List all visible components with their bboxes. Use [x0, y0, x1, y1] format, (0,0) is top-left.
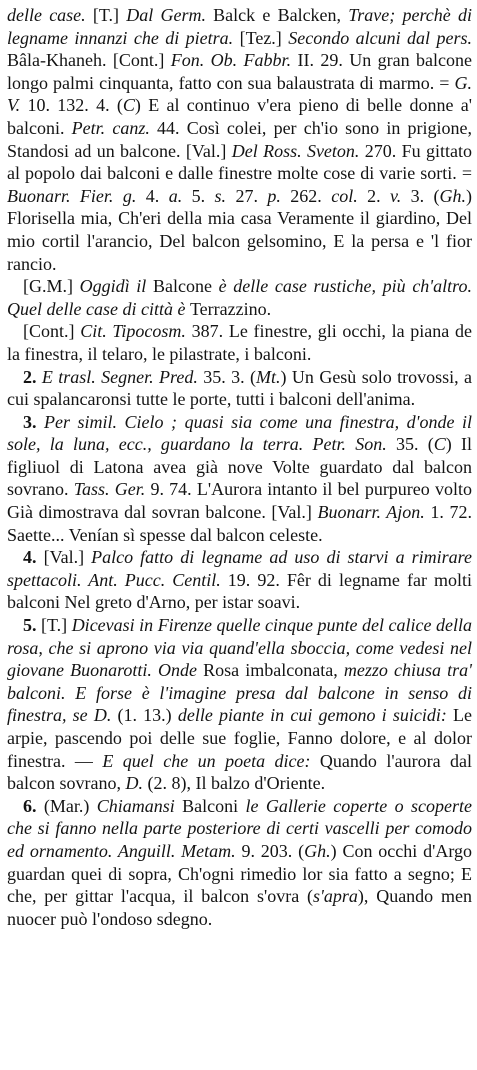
italic-text: Chiamansi	[96, 795, 183, 816]
text-run: 2.	[367, 185, 391, 206]
text-run: (Mar.)	[43, 795, 97, 816]
italic-text: D.	[125, 773, 143, 794]
entry-paragraph-gm-note	[7, 275, 472, 320]
italic-text: Buonarr. Fier. g.	[7, 185, 146, 206]
entry-paragraph-cont-citation	[7, 320, 472, 365]
text-run: ) Il figliuol di Latona avea già nove Volte guardato dal balcon sovrano.	[7, 434, 472, 500]
italic-text: Petr. canz.	[71, 117, 158, 138]
italic-text: Cit. Tipocosm.	[80, 321, 192, 342]
sense-number: 5.	[23, 615, 42, 636]
entry-sense-3	[7, 411, 472, 547]
italic-text: E trasl. Segner. Pred.	[41, 366, 204, 387]
text-run: [G.M.]	[23, 276, 80, 297]
italic-text: Buonarr. Ajon.	[317, 502, 431, 523]
entry-sense-5	[7, 614, 472, 795]
text-run: 10. 132. 4. (	[27, 95, 123, 116]
italic-text: Trave; perchè di legname innanzi che di pietra.	[7, 5, 472, 48]
text-run: [Tez.]	[239, 27, 289, 48]
italic-text: s'apra	[313, 886, 358, 907]
text-run: (2. 8), Il balzo d'Oriente.	[142, 773, 326, 794]
italic-text: Dal Germ.	[126, 5, 214, 25]
text-run: Balck e Balcken,	[213, 5, 349, 25]
italic-text: col.	[331, 185, 368, 206]
text-run: 35. 3. (	[203, 366, 257, 387]
italic-text: Oggidì il	[79, 276, 153, 297]
text-run: II. 29. Un gran balcone longo palmi cinquanta, fatto con sua balaustrata di marmo. =	[7, 50, 473, 93]
italic-text: Per simil. Cielo ; quasi sia come una finestra, d'onde il sole, la luna, ecc., guardano la terra. Petr. Son.	[7, 411, 472, 455]
entry-sense-4	[7, 546, 472, 614]
text-run: ) Un Gesù solo trovossi, a cui spalancaronsi tutte le porte, tutti i balconi dell'anima.	[7, 366, 472, 410]
text-run: 387. Le finestre, gli occhi, la piana de la finestra, il telaro, le pilastrate, i balconi.	[7, 321, 472, 364]
text-run: 9. 203. (	[241, 840, 305, 861]
text-run: 5.	[191, 185, 215, 206]
text-run: 3. (	[410, 185, 440, 206]
text-run: Balcone	[152, 276, 219, 297]
italic-text: Dicevasi in Firenze quelle cinque punte del calice della rosa, che si aprono via via quand'ella sboccia, come vedesi nel giovane Buonarotti. Onde	[7, 615, 472, 681]
italic-text: Fon. Ob. Fabbr.	[170, 50, 298, 71]
text-run: 270. Fu gittato al popolo dai balconi e dalle finestre molte cose di varie sorti. =	[7, 140, 472, 184]
italic-text: Secondo alcuni dal pers.	[288, 27, 472, 48]
text-run: 27.	[235, 185, 268, 206]
text-run: ) E al continuo v'era pieno di belle donne a' balconi.	[7, 95, 472, 138]
italic-text: delle piante in cui gemono i suicidi:	[177, 705, 454, 726]
sense-number: 4.	[23, 547, 44, 568]
entry-paragraph-intro	[7, 4, 472, 275]
italic-text: mezzo chiusa tra' balconi. E forse è l'imagine presa dal balcone in senso di finestra, se D.	[7, 660, 472, 726]
entry-sense-6	[7, 795, 472, 931]
text-run: Le arpie, pascendo poi delle sue foglie, Fanno dolore, e al dolor finestra. —	[7, 705, 472, 771]
italic-text: E quel che un poeta dice:	[102, 750, 320, 771]
text-run: [Cont.]	[23, 321, 81, 342]
text-run: 44. Così colei, per ch'io sono in prigione, Standosi ad un balcone. [Val.]	[7, 117, 473, 161]
italic-text: p.	[267, 185, 291, 206]
text-run: ) Con occhi d'Argo guardan quei di sopra, Ch'ogni rimedio lor sia fatto a segno; E che, per gittar l'acqua, il balcon s'ovra (	[7, 840, 473, 907]
italic-text: s.	[214, 185, 236, 206]
italic-text: le Gallerie coperte o scoperte che si fanno nella parte posteriore di certi vascelli per comodo ed ornamento. Anguill. Metam.	[7, 795, 473, 861]
italic-text: è delle case rustiche, più ch'altro. Quel delle case di città è	[7, 276, 472, 319]
text-run: [T.]	[92, 5, 127, 25]
sense-number: 6.	[23, 795, 44, 816]
italic-text: Gh.	[304, 840, 331, 861]
italic-text: delle case.	[7, 5, 93, 25]
italic-text: Mt.	[256, 366, 281, 387]
entry-sense-2	[7, 366, 472, 411]
text-run: 35. (	[395, 434, 434, 455]
text-run: 4.	[145, 185, 169, 206]
text-run: (1. 13.)	[117, 705, 178, 726]
text-run: 262.	[290, 185, 332, 206]
text-run: [T.]	[41, 615, 72, 636]
italic-text: a.	[168, 185, 192, 206]
text-run: 1. 72. Saette... Venían sì spesse dal balcon celeste.	[7, 502, 473, 545]
text-run: [Val.]	[43, 547, 92, 568]
text-run: Terrazzino.	[189, 298, 272, 319]
text-run: ), Quando men nuocer può l'ondoso sdegno.	[7, 886, 472, 929]
sense-number: 2.	[23, 366, 42, 387]
sense-number: 3.	[23, 411, 45, 432]
italic-text: C	[122, 95, 135, 116]
text-run: 19. 92. Fêr di legname far molti balconi Nel greto d'Arno, per istar soavi.	[7, 569, 472, 613]
italic-text: C	[433, 434, 446, 455]
text-run: Rosa imbalconata,	[203, 660, 344, 681]
italic-text: Palco fatto di legname ad uso di starvi a rimirare spettacoli. Ant. Pucc. Centil.	[7, 547, 473, 590]
text-run: 9. 74. L'Aurora intanto il bel purpureo volto Già dimostrava dal sovran balcone. [Val.]	[7, 479, 472, 523]
text-run: ) Florisella mia, Ch'eri della mia casa Veramente il giardino, Del mio cortil l'arancio, Del balcon gelsomino, E la persa e 'l fior rancio.	[7, 185, 473, 274]
text-run: Balconi	[182, 795, 246, 816]
italic-text: Del Ross. Sveton.	[231, 140, 365, 161]
text-run: Quando l'aurora dal balcon sovrano,	[7, 750, 472, 794]
italic-text: v.	[390, 185, 411, 206]
italic-text: Tass. Ger.	[73, 479, 151, 500]
italic-text: G. V.	[7, 72, 472, 116]
italic-text: Gh.	[439, 185, 467, 206]
text-run: Bâla-Khaneh. [Cont.]	[7, 50, 171, 71]
